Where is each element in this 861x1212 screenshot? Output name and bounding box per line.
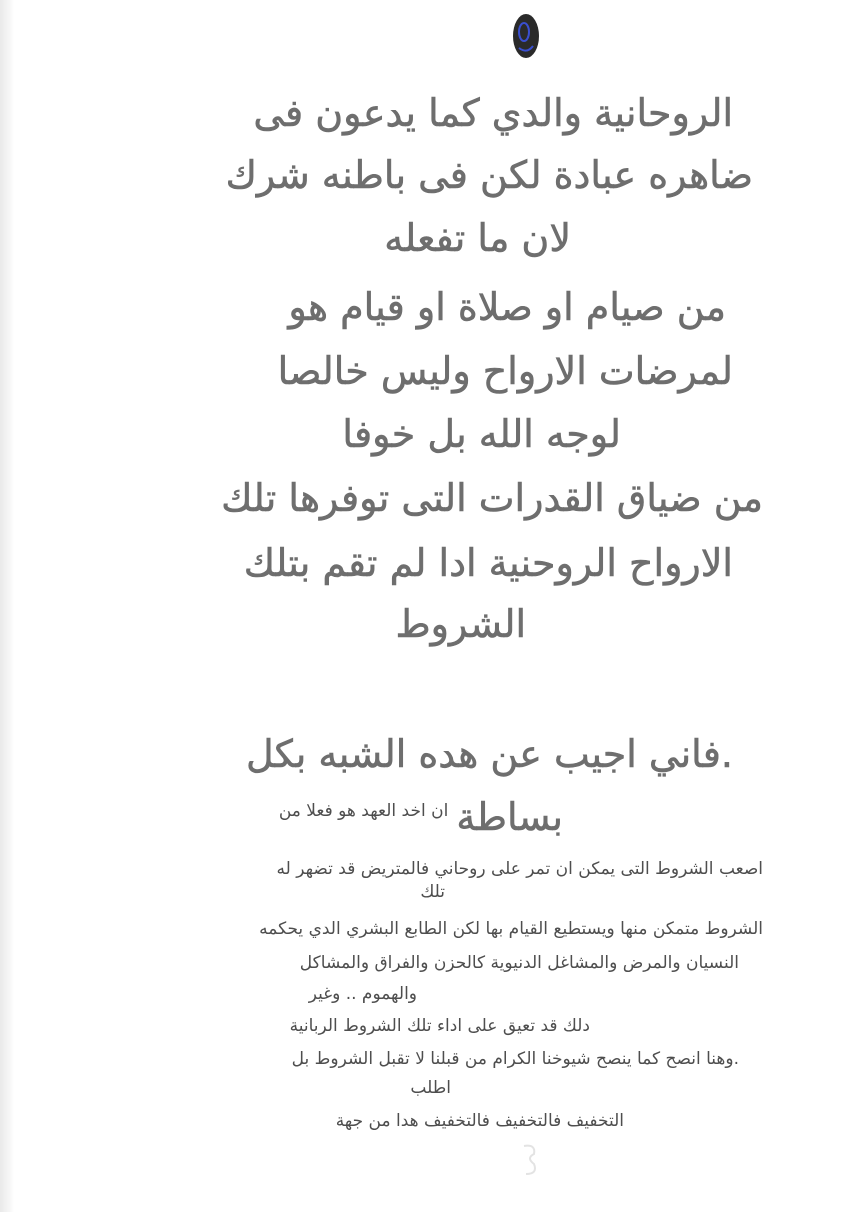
body-line: .وهنا انصح كما ينصح شيوخنا الكرام من قبلنا لا تقبل الشروط بل [291,1049,739,1069]
answer-heading-line: .فاني اجيب عن هده الشبه بكل [245,732,733,776]
body-line: دلك قد تعيق على اداء تلك الشروط الربانية [289,1016,590,1036]
binder-hole-icon [507,8,545,62]
body-line: والهموم .. وغير [308,984,417,1004]
heading-line: الروحانية والدي كما يدعون فى [253,91,733,135]
body-line: اصعب الشروط التى يمكن ان تمر على روحاني فالمتريض قد تضهر له [276,859,763,879]
faint-mark-icon [516,1140,542,1180]
body-line: التخفيف فالتخفيف فالتخفيف هدا من جهة [335,1111,624,1131]
heading-line: الشروط [395,602,526,646]
answer-heading-line [279,793,563,849]
body-line: النسيان والمرض والمشاغل الدنيوية كالحزن والفراق والمشاكل [299,953,739,973]
answer-inline-text: ان اخد العهد هو فعلا من [278,801,449,821]
heading-line: لمرضات الارواح وليس خالصا [277,349,733,393]
heading-line: ضاهره عبادة لكن فى باطنه شرك [225,153,753,197]
heading-line: من صيام او صلاة او قيام هو [288,285,726,329]
heading-line: من ضياق القدرات التى توفرها تلك [221,476,763,520]
body-line: تلك [420,882,445,902]
heading-line: الارواح الروحنية ادا لم تقم بتلك [243,541,733,585]
body-line: اطلب [410,1078,451,1098]
page-edge-shadow [0,0,14,1212]
answer-heading-word: بساطة [456,795,563,839]
heading-line: لوجه الله بل خوفا [342,412,621,456]
body-line: الشروط متمكن منها ويستطيع القيام بها لكن الطابع البشري الدي يحكمه [259,919,763,939]
heading-line: لان ما تفعله [384,216,571,260]
